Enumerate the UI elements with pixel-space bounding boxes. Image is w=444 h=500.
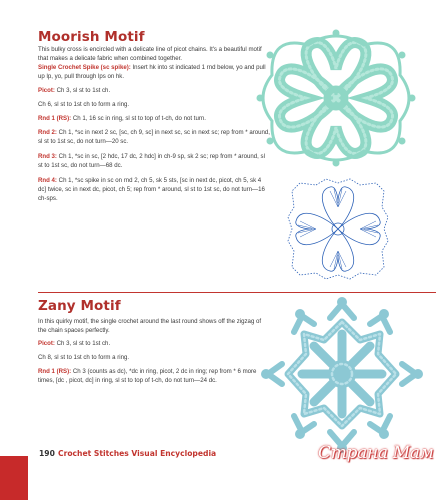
section-intro: In this quirky motif, the single crochet around the last round shows off the zigzag of the chain spaces perfectly. [38,318,262,335]
instruction-label: Rnd 2: [38,129,57,136]
instruction-picot [38,339,270,348]
moorish-motif-photo [256,29,416,167]
instruction-rnd1 [38,367,270,385]
instruction-ring: Ch 8, sl st to 1st ch to form a ring. [38,354,130,361]
watermark: Страна Мам [318,443,434,463]
instruction-label: Picot: [38,87,55,94]
instruction-text: Insert hk into st indicated 1 rnd below, yo and pull up lp, yo, pull through lps on hk. [38,64,266,81]
instruction-special-stitch [38,63,270,81]
instruction-label: Rnd 4: [38,177,57,184]
instruction-label: Rnd 1 (RS): [38,115,72,122]
instruction-text: Ch 1, *sc in next 2 sc, [sc, ch 9, sc] in next sc, sc in next sc; rep from * around, sl st to 1st sc, do not turn—20 sc. [38,129,270,146]
instruction-ring: Ch 6, sl st to 1st ch to form a ring. [38,101,130,108]
section-divider [38,292,436,293]
section-intro: This bulky cross is encircled with a delicate line of picot chains. It's a beautiful motif that makes a delicate fabric when combined together. [38,46,262,63]
instruction-text: Ch 3, sl st to 1st ch. [54,340,111,347]
moorish-stitch-diagram [286,177,390,281]
instruction-text: Ch 1, *sc in sc, [2 hdc, 17 dc, 2 hdc] in ch-9 sp, sk 2 sc; rep from * around, sl st to 1st sc, do not turn—68 dc. [38,153,265,170]
section-title-zany-motif: Zany Motif [38,298,121,314]
instruction-rnd3 [38,152,270,170]
page-number: 190 [39,449,55,458]
page-edge-tab [0,456,28,500]
instruction-picot [38,86,270,95]
zany-motif-photo [256,296,428,456]
instruction-label: Rnd 3: [38,153,57,160]
section-title-moorish-motif: Moorish Motif [38,29,145,45]
instruction-rnd1 [38,114,270,123]
instruction-label: Picot: [38,340,55,347]
instruction-label: Single Crochet Spike (sc spike): [38,64,131,71]
instruction-text: Ch 1, 16 sc in ring, sl st to top of t-ch, do not turn. [71,115,206,122]
instruction-rnd4 [38,176,270,204]
instruction-text: Ch 3, sl st to 1st ch. [54,87,111,94]
instruction-text: Ch 3 (counts as dc), *dc in ring, picot, 2 dc in ring; rep from * 6 more times, [dc , picot, dc] in ring, sl st to top of t-ch, do not turn—24 dc. [38,368,257,385]
instruction-label: Rnd 1 (RS): [38,368,72,375]
instruction-text: Ch 1, *sc spike in sc on rnd 2, ch 5, sk 5 sts, [sc in next dc, picot, ch 5, sk 4 dc] twice, sc in next dc, picot, ch 5; rep from * around, sl st to 1st sc, do not turn—16 ch-sps. [38,177,265,203]
instruction-rnd2 [38,128,270,146]
book-title: Crochet Stitches Visual Encyclopedia [58,449,217,458]
